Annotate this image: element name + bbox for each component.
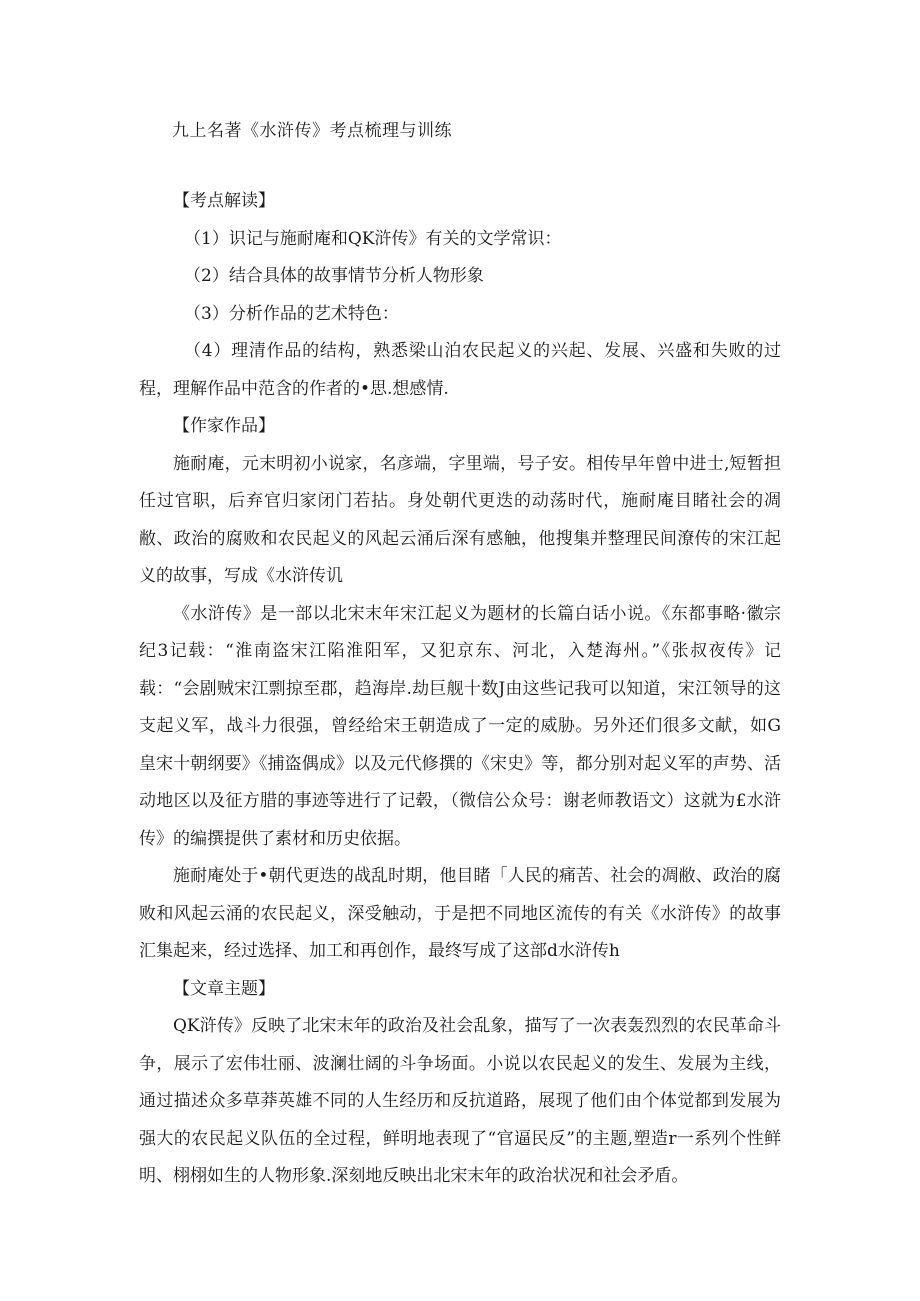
exam-point-item-2: （2）结合具体的故事情节分析人物形象: [184, 266, 484, 286]
theme-paragraph: QK浒传》反映了北宋末年的政治及社会乱象，描写了一次表轰烈烈的农民革命斗争，展示了宏伟壮丽、波澜壮阔的斗争场面。小说以农民起义的发生、发展为主线，通过描述众多草莽英雄不同的人生经历和反抗道路，展现了他们由个体觉都到发展为强大的农民起义队伍的全过程，鲜明地表现了“官逼民反”的主题,塑造r一系列个性鲜明、栩栩如生的人物形象.深刻地反映出北宋末年的政治状况和社会矛盾。: [139, 1016, 781, 1186]
section-heading-author-works: 【作家作品】: [173, 416, 275, 436]
document-title: 九上名著《水浒传》考点梳理与训练: [172, 121, 452, 141]
document-body: [139, 183, 781, 1196]
exam-point-item-3: （3）分析作品的艺术特色：: [184, 303, 399, 324]
exam-point-item-4: [139, 333, 781, 408]
author-paragraph-2: 《水浒传》是一部以北宋末年宋江起义为题材的长篇白话小说。《东都事略·徽宗纪3记载：“淮南盗宋江陷淮阳军，又犯京东、河北，入楚海州。”《张叔夜传》记载：“会剧贼宋江剽掠至郡，趋海岸.劫巨舰十数J由这些记我可以知道，宋江领导的这支起义军，战斗力很强，曾经给宋王朝造成了一定的威胁。另外还们很多文献，如G皇宋十朝纲要》《捕盗偶成》以及元代修撰的《宋史》等，都分别对起义军的声势、活动地区以及征方腊的事迹等进行了记毂，（微信公众号：谢老师教语文）这就为£水浒传》的编撰提供了素材和历史依据。: [139, 603, 781, 849]
section-heading-exam-points: 【考点解读】: [173, 191, 275, 211]
exam-point-item-1: （1）识记与施耐庵和QK浒传》有关的文学常识：: [184, 228, 562, 249]
section-heading-theme: 【文章主题】: [173, 978, 275, 999]
exam-point-item-4-text: （4）理清作品的结构，熟悉梁山泊农民起义的兴起、发展、兴盛和失败的过程，理解作品中范含的作者的•思.想感情.: [139, 341, 781, 399]
author-paragraph-3: 施耐庵处于•朝代更迭的战乱时期，他目睹「人民的痛苦、社会的凋敝、政治的腐败和风起云涌的农民起义，深受触动，于是把不同地区流传的有关《水浒传》的故事汇集起来，经过选择、加工和再创作，最终写成了这部d水浒传h: [139, 866, 781, 961]
author-paragraph-1: 施耐庵，元末明初小说家，名彦端，字里端，号子安。相传早年曾中进士,短暂担任过官职，后弃官归家闭门若拈。身处朝代更迭的动荡时代，施耐庵目睹社会的凋敝、政治的腐败和农民起义的风起云涌后深有感触，他搜集并整理民间潦传的宋江起义的故事，写成《水浒传讥: [139, 453, 781, 586]
